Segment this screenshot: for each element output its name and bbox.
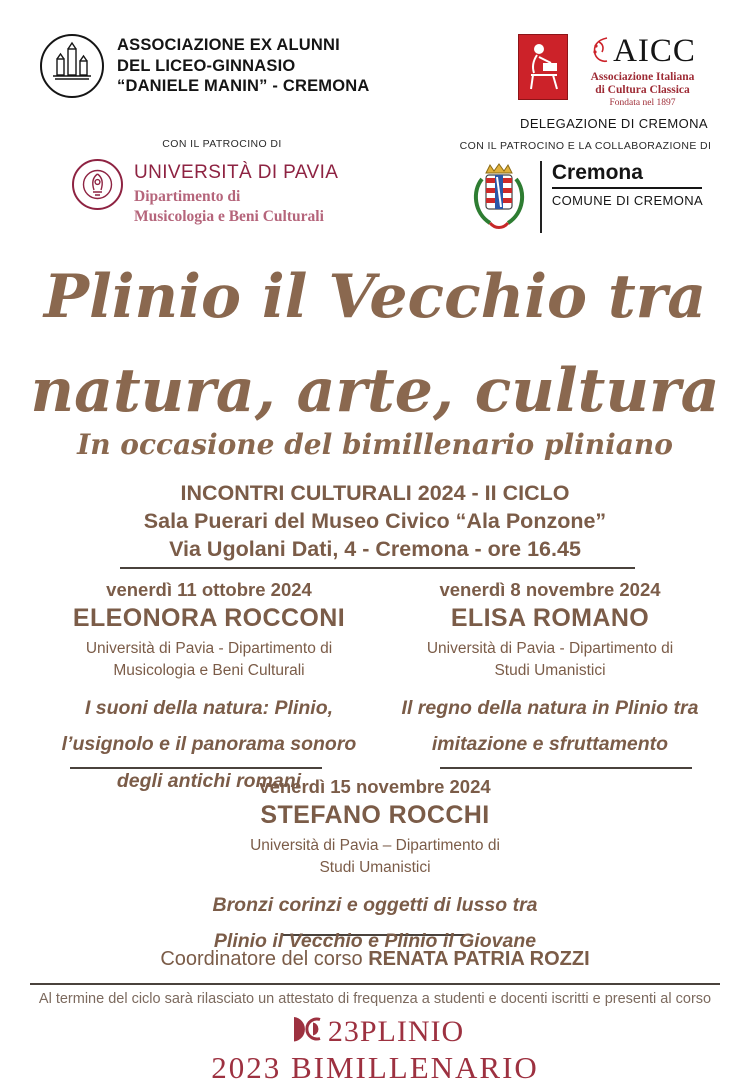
tower-stamp-icon bbox=[49, 41, 95, 92]
poster-subtitle: In occasione del bimillenario pliniano bbox=[77, 428, 673, 461]
bimillenario-logo-line2: 2023 BIMILLENARIO bbox=[211, 1050, 539, 1085]
pavia-department-line: Dipartimento di bbox=[134, 188, 241, 205]
logo-line1-text: 23PLINIO bbox=[327, 1015, 465, 1048]
poster-title-line2: natura, arte, cultura bbox=[30, 356, 720, 426]
alumni-association-header bbox=[40, 34, 370, 98]
aicc-acronym: AICC bbox=[613, 33, 696, 69]
aicc-header bbox=[518, 34, 710, 131]
bimillenario-logo bbox=[0, 1016, 750, 1086]
divider bbox=[120, 567, 635, 569]
patronage-cremona bbox=[438, 140, 733, 242]
alumni-name-line: ASSOCIAZIONE EX ALUNNI bbox=[117, 36, 340, 55]
aicc-name-line: di Cultura Classica bbox=[595, 84, 690, 97]
alumni-name-line: “DANIELE MANIN” - CREMONA bbox=[117, 77, 370, 96]
aicc-name-line: Associazione Italiana bbox=[590, 71, 695, 83]
event-speaker: ELEONORA ROCCONI bbox=[72, 604, 346, 632]
bimillenario-logo-line1 bbox=[0, 1016, 750, 1048]
patronage-left-heading: CON IL PATROCINO DI bbox=[162, 138, 282, 150]
info-line-venue: Sala Puerari del Museo Civico “Ala Ponzone” bbox=[143, 508, 607, 533]
event-talk-line: Bronzi corinzi e oggetti di lusso tra bbox=[212, 894, 538, 917]
event-affiliation-line: Università di Pavia - Dipartimento di bbox=[426, 640, 674, 657]
pavia-department bbox=[134, 187, 338, 227]
coordinator-label: Coordinatore del corso bbox=[160, 948, 369, 970]
event-date: venerdì 15 novembre 2024 bbox=[259, 776, 491, 797]
cremona-municipality: COMUNE DI CREMONA bbox=[551, 193, 704, 208]
event-affiliation-line: Musicologia e Beni Culturali bbox=[113, 661, 305, 679]
poster-title-line1: Plinio il Vecchio tra bbox=[43, 262, 707, 332]
stylized-2023-icon bbox=[286, 1016, 328, 1048]
alumni-name-line: DEL LICEO-GINNASIO bbox=[117, 56, 296, 75]
coordinator-name: RENATA PATRIA ROZZI bbox=[368, 948, 590, 970]
alumni-logo bbox=[40, 34, 104, 98]
laurel-flourish-icon bbox=[589, 34, 611, 69]
info-line-cycle: INCONTRI CULTURALI 2024 - II CICLO bbox=[180, 481, 570, 505]
event-affiliation bbox=[48, 638, 370, 681]
info-line-address: Via Ugolani Dati, 4 - Cremona - ore 16.45 bbox=[169, 536, 581, 561]
event-talk-title bbox=[382, 690, 718, 762]
footer-note: Al termine del ciclo sarà rilasciato un attestato di frequenza a studenti e docenti iscritti e presenti al corso bbox=[38, 991, 712, 1007]
event-talk-line: imitazione e sfruttamento bbox=[431, 733, 669, 756]
patronage-right-heading: CON IL PATROCINO E LA COLLABORAZIONE DI bbox=[459, 140, 712, 152]
cremona-coat-of-arms-icon bbox=[468, 161, 530, 242]
aicc-full-name bbox=[575, 71, 710, 97]
cremona-name: Cremona bbox=[552, 161, 702, 189]
event-affiliation-line: Studi Umanistici bbox=[319, 858, 431, 876]
event-block-romano bbox=[382, 579, 718, 763]
event-talk-line: l’usignolo e il panorama sonoro bbox=[61, 733, 357, 756]
event-affiliation-line: Università di Pavia – Dipartimento di bbox=[250, 837, 500, 854]
aicc-delegation: DELEGAZIONE DI CREMONA bbox=[520, 116, 708, 132]
event-talk-line: I suoni della natura: Plinio, bbox=[84, 697, 334, 720]
event-affiliation-line: Università di Pavia - Dipartimento di bbox=[85, 640, 333, 657]
pavia-crest-icon bbox=[72, 159, 123, 210]
event-talk-line: degli antichi romani bbox=[116, 769, 302, 792]
event-date: venerdì 8 novembre 2024 bbox=[439, 579, 661, 600]
aicc-founded: Fondata nel 1897 bbox=[609, 98, 676, 109]
event-talk-line: Plinio il Vecchio e Plinio il Giovane bbox=[213, 930, 537, 953]
event-info bbox=[0, 480, 750, 564]
scribe-icon bbox=[523, 37, 563, 98]
event-affiliation-line: Studi Umanistici bbox=[494, 661, 606, 679]
aicc-logo bbox=[518, 34, 568, 100]
event-block-rocchi bbox=[150, 776, 600, 960]
patronage-pavia bbox=[72, 138, 372, 227]
divider bbox=[440, 767, 692, 769]
event-block-rocconi bbox=[48, 579, 370, 799]
divider bbox=[540, 161, 542, 233]
event-speaker: STEFANO ROCCHI bbox=[260, 801, 490, 829]
pavia-university-name: UNIVERSITÀ DI PAVIA bbox=[134, 162, 339, 183]
event-talk-line: Il regno della natura in Plinio tra bbox=[401, 697, 699, 720]
event-speaker: ELISA ROMANO bbox=[450, 604, 650, 632]
alumni-association-name bbox=[117, 35, 370, 97]
event-date: venerdì 11 ottobre 2024 bbox=[106, 579, 312, 600]
event-affiliation bbox=[150, 835, 600, 878]
coordinator-line bbox=[0, 948, 750, 971]
event-affiliation bbox=[382, 638, 718, 681]
divider bbox=[30, 983, 720, 985]
pavia-department-line: Musicologia e Beni Culturali bbox=[134, 208, 324, 226]
